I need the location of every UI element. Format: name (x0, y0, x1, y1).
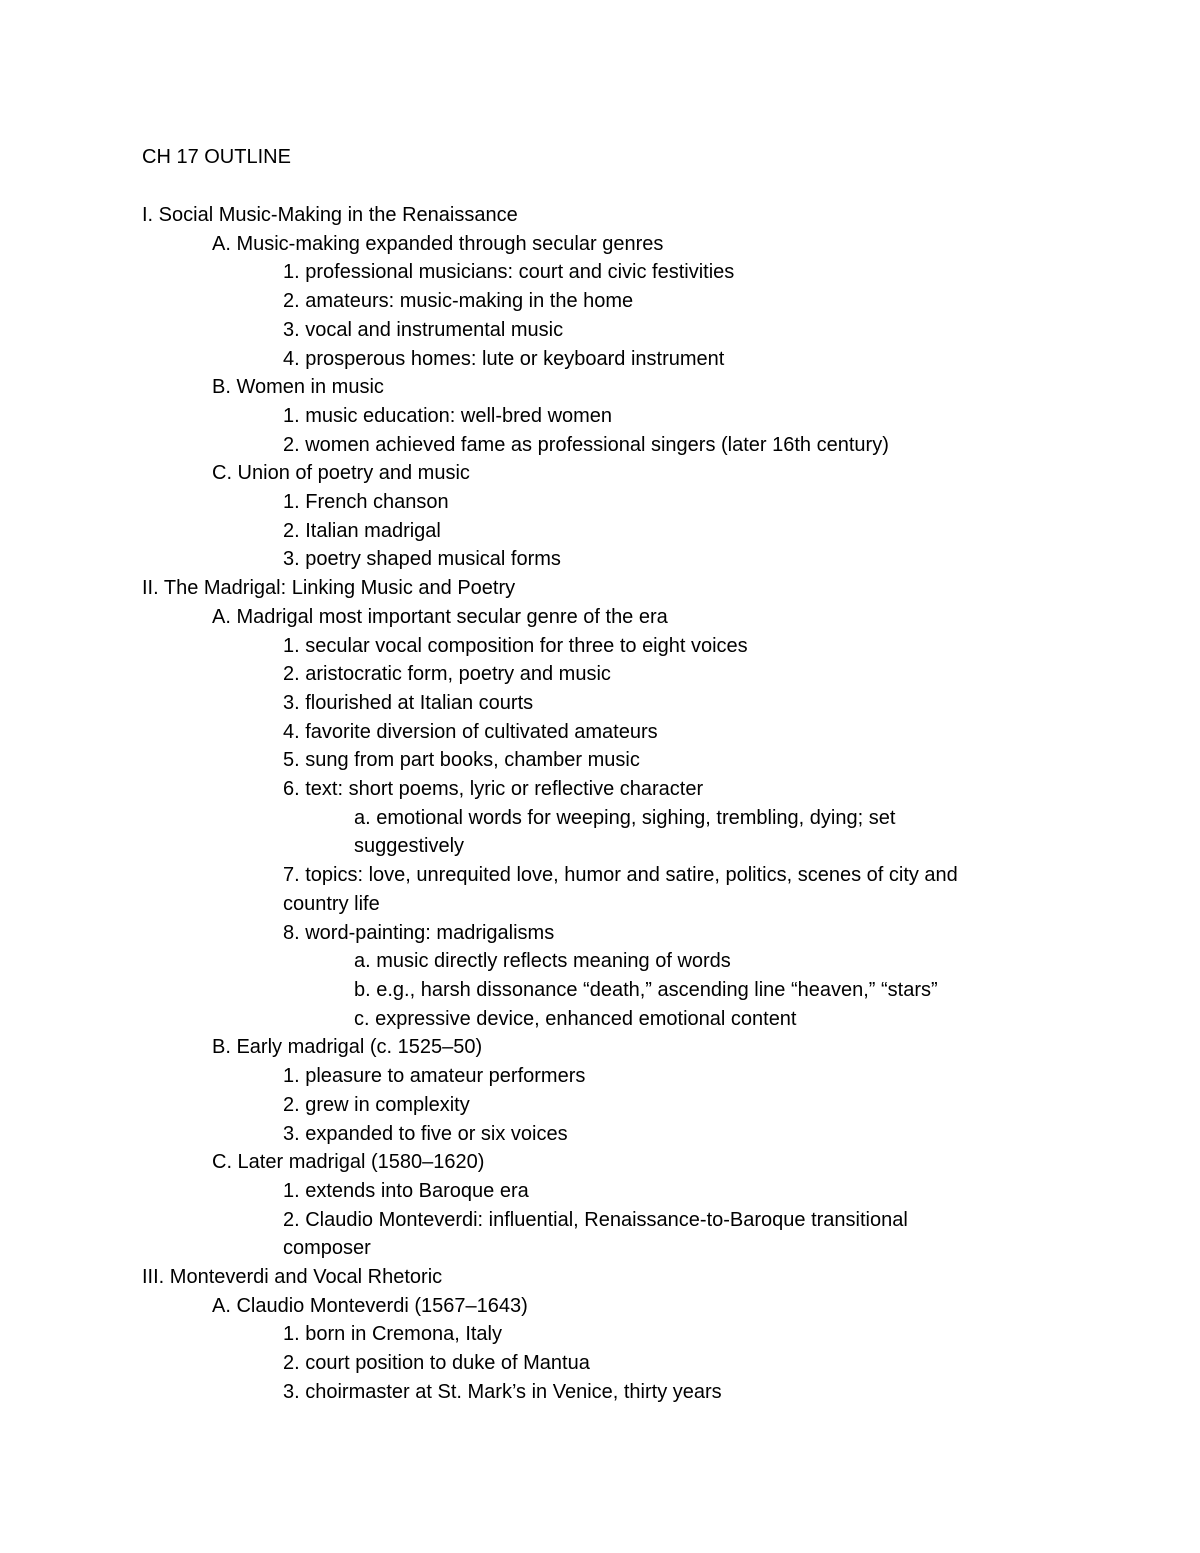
outline-line-level-4: a. music directly reflects meaning of words (354, 950, 731, 973)
outline-list (142, 201, 1042, 1407)
outline-line-level-3: 2. court position to duke of Mantua (283, 1352, 590, 1375)
outline-line-level-3: 3. poetry shaped musical forms (283, 548, 561, 571)
outline-line-level-4: suggestively (354, 835, 465, 858)
outline-line-level-2: C. Union of poetry and music (212, 462, 470, 485)
outline-line-level-1: II. The Madrigal: Linking Music and Poetry (142, 577, 516, 600)
outline-line-level-3: 4. prosperous homes: lute or keyboard instrument (283, 347, 725, 370)
outline-line-level-3: country life (283, 892, 380, 915)
outline-line-level-4: b. e.g., harsh dissonance “death,” ascending line “heaven,” “stars” (354, 978, 938, 1001)
outline-line-level-3: 1. professional musicians: court and civic festivities (283, 261, 735, 284)
outline-line-level-3: 1. music education: well-bred women (283, 404, 613, 427)
outline-line-level-2: A. Madrigal most important secular genre of the era (212, 605, 668, 628)
outline-line-level-2: B. Early madrigal (c. 1525–50) (212, 1036, 483, 1059)
outline-line-level-2: A. Music-making expanded through secular genres (212, 232, 664, 255)
outline-line-level-3: 5. sung from part books, chamber music (283, 749, 640, 772)
outline-line-level-3: 2. women achieved fame as professional singers (later 16th century) (283, 433, 889, 456)
outline-line-level-3: 1. born in Cremona, Italy (283, 1323, 502, 1346)
outline-line-level-3: 2. amateurs: music-making in the home (283, 290, 634, 313)
outline-line-level-3: 8. word-painting: madrigalisms (283, 921, 555, 944)
outline-line-level-2: C. Later madrigal (1580–1620) (212, 1151, 485, 1174)
outline-line-level-3: 2. aristocratic form, poetry and music (283, 663, 611, 686)
outline-line-level-3: 1. extends into Baroque era (283, 1179, 529, 1202)
outline-line-level-3: 4. favorite diversion of cultivated amateurs (283, 720, 658, 743)
outline-line-level-3: 1. pleasure to amateur performers (283, 1065, 586, 1088)
outline-line-level-3: 2. grew in complexity (283, 1093, 470, 1116)
outline-line-level-3: 6. text: short poems, lyric or reflective character (283, 778, 704, 801)
outline-line-level-3: 3. expanded to five or six voices (283, 1122, 568, 1145)
outline-line-level-4: a. emotional words for weeping, sighing, trembling, dying; set (354, 806, 896, 829)
outline-line-level-2: B. Women in music (212, 376, 384, 399)
outline-line-level-4: c. expressive device, enhanced emotional content (354, 1007, 797, 1030)
outline-line-level-3: 3. vocal and instrumental music (283, 318, 564, 341)
page-title: CH 17 OUTLINE (142, 146, 291, 168)
outline-line-level-2: A. Claudio Monteverdi (1567–1643) (212, 1294, 528, 1317)
outline-line-level-3: 2. Claudio Monteverdi: influential, Renaissance-to-Baroque transitional (283, 1208, 908, 1231)
outline-line-level-1: III. Monteverdi and Vocal Rhetoric (142, 1266, 443, 1289)
outline-line-level-3: 3. choirmaster at St. Mark’s in Venice, thirty years (283, 1380, 722, 1403)
outline-line-level-3: 2. Italian madrigal (283, 519, 441, 542)
outline-line-level-3: 1. secular vocal composition for three to eight voices (283, 634, 748, 657)
outline-line-level-3: 1. French chanson (283, 491, 449, 514)
outline-line-level-3: 3. flourished at Italian courts (283, 691, 534, 714)
outline-line-level-3: 7. topics: love, unrequited love, humor and satire, politics, scenes of city and (283, 864, 958, 887)
outline-line-level-3: composer (283, 1237, 371, 1260)
outline-line-level-1: I. Social Music-Making in the Renaissance (142, 204, 518, 226)
